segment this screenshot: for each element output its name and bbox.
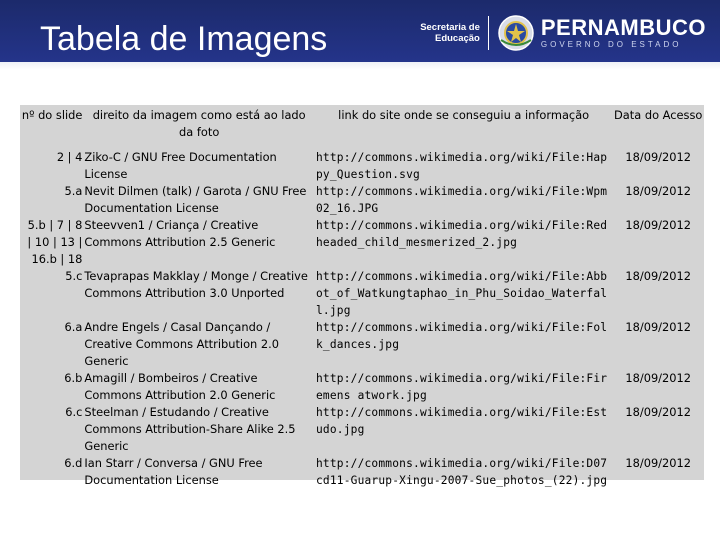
cell-link[interactable]: http://commons.wikimedia.org/wiki/File:Folk_dances.jpg — [315, 321, 608, 351]
state-coat-of-arms-icon — [497, 14, 535, 52]
table-row — [20, 370, 704, 404]
slide-title: Tabela de Imagens — [40, 20, 328, 58]
cell-link[interactable]: http://commons.wikimedia.org/wiki/File:Firemens atwork.jpg — [315, 372, 608, 402]
cell-slide: 5.c — [65, 269, 83, 283]
cell-rights: Steelman / Estudando / Creative Commons Attribution-Share Alike 2.5 Generic — [84, 405, 296, 453]
table-row — [20, 404, 704, 455]
government-branding — [420, 10, 706, 56]
images-table-container — [20, 105, 704, 487]
secretaria-label — [420, 22, 480, 44]
state-wordmark — [541, 16, 706, 50]
cell-slide: 2 | 4 — [56, 150, 83, 164]
cell-slide: 6.b — [64, 371, 83, 385]
cell-rights: Steevven1 / Criança / Creative Commons Attribution 2.5 Generic — [84, 218, 276, 249]
cell-date: 18/09/2012 — [625, 150, 692, 164]
cell-slide: 6.a — [64, 320, 83, 334]
cell-slide: 5.a — [64, 184, 83, 198]
table-row — [20, 455, 704, 489]
table-row — [20, 183, 704, 217]
secretaria-line: Secretaria de — [420, 22, 480, 33]
cell-date: 18/09/2012 — [625, 218, 692, 232]
cell-link[interactable]: http://commons.wikimedia.org/wiki/File:Abbot_of_Watkungtaphao_in_Phu_Soidao_Waterfall.jpg — [315, 270, 608, 317]
table-row — [20, 217, 704, 268]
cell-rights: Tevaprapas Makklay / Monge / Creative Commons Attribution 3.0 Unported — [84, 269, 308, 300]
cell-link[interactable]: http://commons.wikimedia.org/wiki/File:Redheaded_child_mesmerized_2.jpg — [315, 219, 608, 249]
cell-date: 18/09/2012 — [625, 456, 692, 470]
header-source-link: link do site onde se conseguiu a informação — [338, 108, 590, 122]
cell-slide: 5.b | 7 | 8 | 10 | 13 | 16.b | 18 — [27, 218, 83, 266]
table-row — [20, 149, 704, 183]
cell-date: 18/09/2012 — [625, 269, 692, 283]
header-access-date: Data do Acesso — [614, 108, 703, 122]
cell-date: 18/09/2012 — [625, 371, 692, 385]
cell-slide: 6.d — [64, 456, 83, 470]
cell-rights: Nevit Dilmen (talk) / Garota / GNU Free Documentation License — [84, 184, 307, 215]
cell-link[interactable]: http://commons.wikimedia.org/wiki/File:Happy_Question.svg — [315, 151, 608, 181]
cell-link[interactable]: http://commons.wikimedia.org/wiki/File:Estudo.jpg — [315, 406, 608, 436]
cell-link[interactable]: http://commons.wikimedia.org/wiki/File:D07cd11-Guarup-Xingu-2007-Sue_photos_(22).jpg — [315, 457, 608, 487]
images-table — [20, 105, 704, 489]
cell-date: 18/09/2012 — [625, 320, 692, 334]
slide-header — [0, 0, 720, 70]
educacao-line: Educação — [434, 33, 480, 44]
cell-rights: Amagill / Bombeiros / Creative Commons Attribution 2.0 Generic — [84, 371, 276, 402]
state-subtitle: GOVERNO DO ESTADO — [540, 40, 682, 49]
branding-divider — [488, 16, 489, 50]
cell-slide: 6.c — [65, 405, 83, 419]
cell-link[interactable]: http://commons.wikimedia.org/wiki/File:Wpm02_16.JPG — [315, 185, 608, 215]
header-slide-number: nº do slide — [21, 108, 83, 122]
table-header-row — [20, 105, 704, 149]
cell-rights: Ian Starr / Conversa / GNU Free Documentation License — [84, 456, 263, 487]
header-image-rights: direito da imagem como está ao lado da foto — [92, 108, 306, 139]
cell-date: 18/09/2012 — [625, 405, 692, 419]
table-row — [20, 268, 704, 319]
state-name: PERNAMBUCO — [540, 15, 706, 40]
cell-rights: Andre Engels / Casal Dançando / Creative Commons Attribution 2.0 Generic — [84, 320, 279, 368]
cell-date: 18/09/2012 — [625, 184, 692, 198]
table-row — [20, 319, 704, 370]
cell-rights: Ziko-C / GNU Free Documentation License — [84, 150, 277, 181]
